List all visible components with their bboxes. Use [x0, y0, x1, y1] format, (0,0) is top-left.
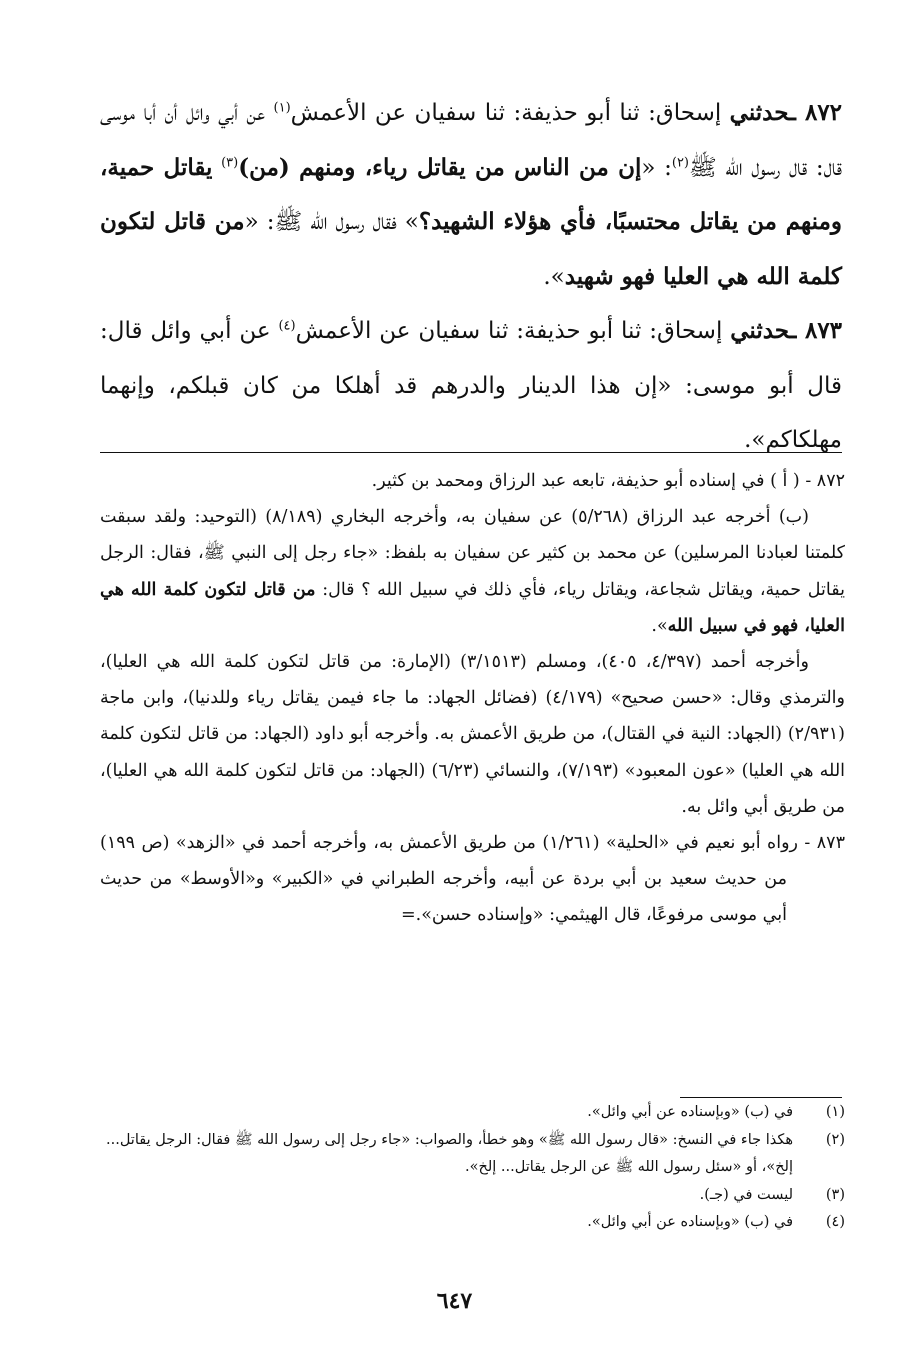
hadith-text: » فقال رسول الله ﷺ: « — [244, 209, 419, 235]
footnote-number: (٢) — [825, 1131, 845, 1148]
footnote-ref: (٤) — [278, 318, 296, 334]
hadith-quote: يقاتل حمية، ومنهم من يقاتل محتسبًا، فأي هؤلاء الشهيد؟ — [100, 153, 843, 235]
main-text — [100, 86, 842, 468]
footnotes — [100, 1099, 845, 1237]
hadith-lead-word: حدثني — [729, 99, 790, 126]
footnote-text: هكذا جاء في النسخ: «قال رسول الله ﷺ» وهو خطأ، والصواب: «جاء رجل إلى رسول الله ﷺ فقال: الرجل يقاتل... إلخ»، أو «سئل رسول الله ﷺ عن الرجل يقاتل... إلخ». — [106, 1131, 793, 1175]
main-divider — [100, 452, 842, 453]
footnote-ref: (٢) — [671, 154, 689, 170]
note-873: ٨٧٣ - رواه أبو نعيم في «الحلية» (١/٢٦١) من طريق الأعمش به، وأخرجه أحمد في «الزهد» (ص ١٩٩) من حديث سعيد بن أبي بردة عن أبيه، وأخرجه الطبراني في «الكبير» و«الأوسط» من حديث أبي موسى مرفوعًا، قال الهيثمي: «وإسناده حسن».= — [100, 833, 845, 926]
commentary — [100, 463, 845, 934]
hadith-number: ٨٧٢ ـ — [789, 99, 843, 126]
footnote-2 — [100, 1127, 845, 1182]
note-quote: من قاتل لتكون كلمة الله هي العليا، فهو في سبيل الله — [100, 579, 845, 636]
footnote-1 — [100, 1099, 845, 1127]
hadith-text: : « — [641, 154, 672, 181]
note-text: ». — [651, 615, 668, 636]
hadith-text: إسحاق: ثنا أبو حذيفة: ثنا سفيان عن الأعمش — [295, 318, 723, 344]
footnote-divider — [680, 1097, 842, 1098]
hadith-873 — [100, 304, 842, 468]
footnote-ref: (٣) — [221, 154, 239, 170]
note-text: (ب) أخرجه عبد الرزاق (٥/٢٦٨) عن سفيان به، وأخرجه البخاري (٨/١٨٩) (التوحيد: ولقد سبقت كلمتنا لعبادنا المرسلين) عن محمد بن كثير عن سفيان به بلفظ: «جاء رجل إلى النبي ﷺ، فقال: الرجل يقاتل حمية، ويقاتل شجاعة، ويقاتل رياء، فأي ذلك في سبيل الله ؟ قال: — [100, 507, 845, 600]
hadith-quote: من قاتل لتكون كلمة الله هي العليا فهو شهيد — [100, 208, 842, 290]
footnote-text: ليست في (جـ). — [699, 1186, 793, 1203]
note-872-a: ٨٧٢ - ( أ ) في إسناده أبو حذيفة، تابعه عبد الرزاق ومحمد بن كثير. — [371, 471, 845, 491]
footnote-number: (٣) — [825, 1186, 845, 1203]
hadith-text: عن أبي وائل قال: قال أبو موسى: «إن هذا الدينار والدرهم قد أهلكا من كان قبلكم، وإنهما مهلكاكم». — [100, 318, 842, 453]
page-number: ٦٤٧ — [436, 1288, 473, 1314]
hadith-number: ٨٧٣ ـ — [789, 317, 843, 344]
note-872-c: وأخرجه أحمد (٤/٣٩٧، ٤٠٥)، ومسلم (٣/١٥١٣) (الإمارة: من قاتل لتكون كلمة الله هي العليا)، والترمذي وقال: «حسن صحيح» (٤/١٧٩) (فضائل الجهاد: ما جاء فيمن يقاتل رياء وللدنيا)، وابن ماجة (٢/٩٣١) (الجهاد: النية في القتال)، من طريق الأعمش به. وأخرجه أبو داود (الجهاد: من قاتل لتكون كلمة الله هي العليا) «عون المعبود» (٧/١٩٣)، والنسائي (٦/٢٣) (الجهاد: من قاتل لتكون كلمة الله هي العليا)، من طريق أبي وائل به. — [100, 652, 846, 817]
footnote-text: في (ب) «وبإسناده عن أبي وائل». — [587, 1214, 793, 1230]
hadith-lead-word: حدثني — [730, 317, 790, 344]
footnote-number: (٤) — [825, 1214, 845, 1230]
hadith-quote: إن من الناس من يقاتل رياء، ومنهم (من) — [238, 153, 642, 181]
hadith-text: ». — [543, 263, 565, 290]
hadith-872 — [100, 86, 842, 304]
footnote-4 — [100, 1209, 845, 1237]
footnote-ref: (١) — [273, 100, 291, 116]
note-872-b — [100, 499, 845, 644]
footnote-number: (١) — [825, 1104, 845, 1120]
footnote-3 — [100, 1182, 845, 1210]
hadith-text: إسحاق: ثنا أبو حذيفة: ثنا سفيان عن الأعمش — [290, 100, 722, 126]
footnote-text: في (ب) «وبإسناده عن أبي وائل». — [587, 1104, 793, 1120]
hadith-text: عن أبي وائل أن أبا موسى قال: قال رسول الله ﷺ — [100, 100, 842, 181]
